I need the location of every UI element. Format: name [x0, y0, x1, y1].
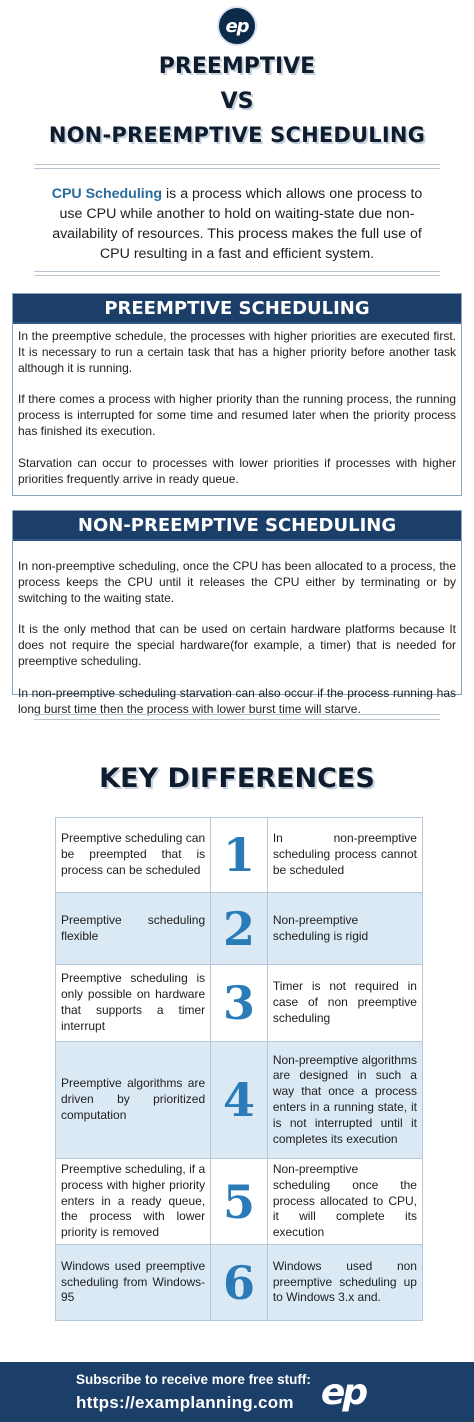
preemptive-cell: Preemptive scheduling, if a process with higher priority enters in a ready queue, the process with lower priority is removed [61, 1162, 206, 1240]
divider [34, 164, 440, 165]
table-row [56, 1159, 422, 1245]
footer-banner [0, 1362, 474, 1422]
nonpreemptive-paragraph: In non-preemptive scheduling, once the CPU has been allocated to a process, the process keeps the CPU until it releases the CPU either by terminating or by switching to the waiting state. [18, 559, 456, 605]
footer-logo [318, 1369, 368, 1415]
preemptive-cell: Preemptive algorithms are driven by prioritized computation [61, 1076, 206, 1122]
nonpreemptive-body [13, 541, 461, 723]
preemptive-body [13, 324, 461, 493]
divider [34, 719, 440, 720]
preemptive-cell: Windows used preemptive scheduling from Windows-95 [61, 1258, 206, 1305]
nonpreemptive-cell: Non-preemptive algorithms are designed in such a way that once a process enters in a running state, it is not interrupted until it completes its execution [272, 1052, 417, 1146]
table-row [56, 893, 422, 965]
row-number: 2 [210, 893, 268, 964]
subscribe-text: Subscribe to receive more free stuff: [76, 1372, 311, 1387]
brand-logo-text: ep [225, 15, 249, 37]
intro-text: is a process which allows one process to use CPU while another to hold on waiting-state due non-availability of resources. This process makes the full use of CPU resulting in a fast and efficient system. [52, 186, 423, 262]
table-row [56, 1245, 422, 1320]
intro-highlight: CPU Scheduling [51, 186, 163, 202]
row-number: 5 [210, 1159, 268, 1244]
preemptive-paragraph: If there comes a process with higher priority than the running process, the running process is interrupted for some time and resumed later when the priority process has finished its execution. [18, 392, 456, 438]
table-row [56, 818, 422, 893]
preemptive-paragraph: In the preemptive schedule, the processes with higher priorities are executed first. It is necessary to run a certain task that has a higher priority before another task although it is running. [18, 329, 456, 375]
row-number: 4 [210, 1042, 268, 1158]
nonpreemptive-cell: Non-preemptive scheduling once the process allocated to CPU, it will complete its execution [272, 1162, 417, 1240]
footer-logo-text: ep [320, 1371, 366, 1413]
preemptive-heading: PREEMPTIVE SCHEDULING [13, 294, 461, 324]
nonpreemptive-paragraph: In non-preemptive scheduling starvation can also occur if the process running has long burst time then the process with lower burst time will starve. [18, 685, 456, 716]
preemptive-paragraph: Starvation can occur to processes with lower priorities if processes with higher priorities frequently arrive in ready queue. [18, 455, 456, 486]
nonpreemptive-cell: In non-preemptive scheduling process cannot be scheduled [272, 831, 417, 877]
preemptive-cell: Preemptive scheduling can be preempted that is process can be scheduled [61, 831, 206, 877]
intro-paragraph [40, 184, 434, 264]
website-link[interactable]: https://examplanning.com [76, 1393, 294, 1412]
divider [34, 168, 440, 169]
nonpreemptive-cell: Timer is not required in case of non preemptive scheduling [272, 979, 417, 1025]
nonpreemptive-heading: NON-PREEMPTIVE SCHEDULING [13, 511, 461, 541]
preemptive-cell: Preemptive scheduling is only possible on hardware that supports a timer interrupt [61, 971, 206, 1033]
divider [34, 714, 440, 715]
preemptive-section [12, 293, 462, 496]
title-line-1: PREEMPTIVE [158, 54, 316, 79]
nonpreemptive-section [12, 510, 462, 716]
divider [34, 271, 440, 272]
row-number: 3 [210, 965, 268, 1041]
divider [34, 275, 440, 276]
nonpreemptive-paragraph: It is the only method that can be used on certain hardware platforms because It does not require the special hardware(for example, a timer) that is needed for preemptive scheduling. [18, 622, 456, 668]
preemptive-cell: Preemptive scheduling flexible [61, 912, 206, 943]
key-differences-heading: KEY DIFFERENCES [99, 763, 375, 794]
title-line-3: NON-PREEMPTIVE SCHEDULING [48, 123, 426, 147]
title-line-2: VS [220, 89, 254, 114]
nonpreemptive-cell: Windows used non preemptive scheduling up to Windows 3.x and. [272, 1258, 417, 1305]
table-row [56, 1042, 422, 1159]
brand-logo [217, 6, 257, 46]
nonpreemptive-cell: Non-preemptive scheduling is rigid [272, 912, 369, 943]
differences-table [55, 817, 423, 1321]
row-number: 6 [210, 1245, 268, 1320]
row-number: 1 [210, 818, 268, 892]
table-row [56, 965, 422, 1042]
